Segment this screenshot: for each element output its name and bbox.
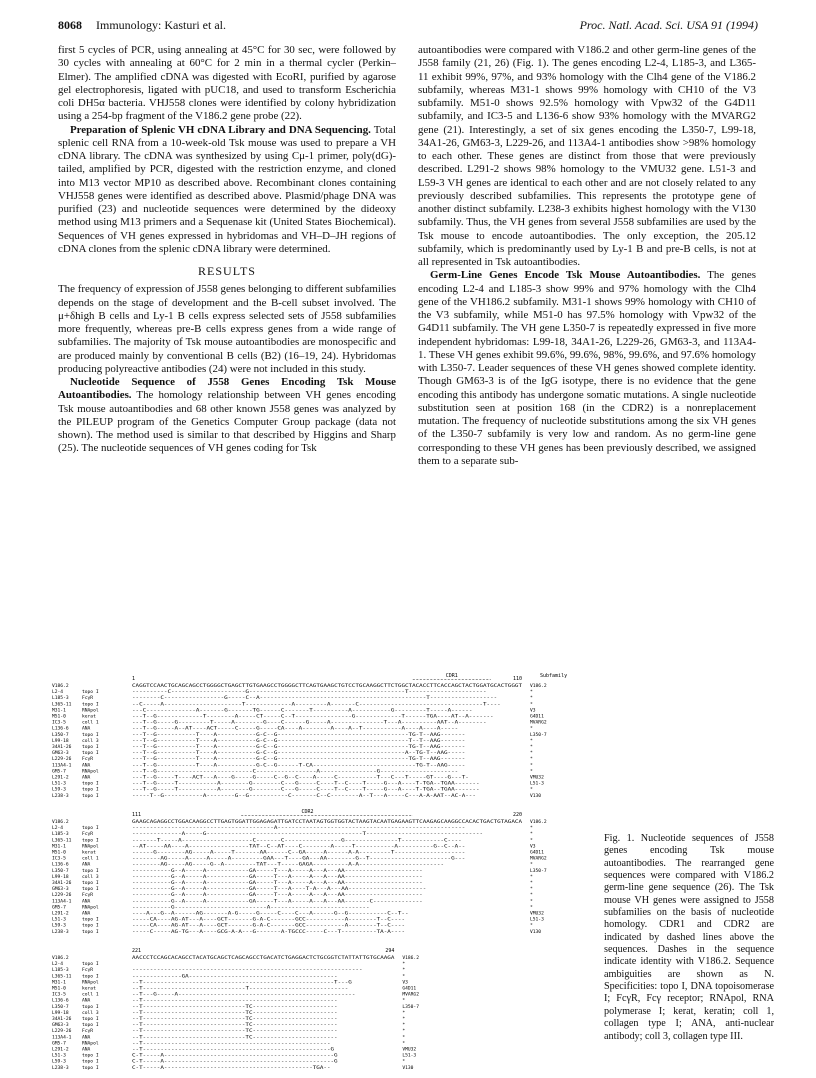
aligned-sequence: --T-------------------------------------------------------	[132, 998, 293, 1004]
aligned-sequence: C-T-----A------------------------------------------------G	[132, 1053, 293, 1059]
clone-name: L185-3	[52, 696, 69, 702]
specificity-label: ANA	[82, 775, 91, 781]
specificity-label: FcγR	[82, 696, 94, 702]
aligned-sequence: -----CA----AG-AT---A----GCT-------G-A-C-------GCC-----------A--------T--C----	[132, 923, 345, 929]
subfamily-label: *	[530, 763, 533, 769]
specificity-label: FcγR	[82, 1029, 94, 1035]
subfamily-label: *	[530, 923, 533, 929]
aligned-sequence: -----C-----AG-TG---A----GCG-A-A---G-------A-TGCCC-----C---T----------TA-A----	[132, 929, 345, 935]
aligned-sequence: ---T--G-----------T----A-----------G-C--G------T-CA-----------------------------TG-T--AAG-----	[132, 763, 392, 769]
clone-name: L51-3	[52, 1053, 66, 1059]
specificity-label: RNApol	[82, 905, 99, 911]
specificity-label: ANA	[82, 911, 91, 917]
running-header	[58, 18, 758, 36]
subfamily-label: L51-3	[530, 781, 544, 787]
subfamily-label: G4D11	[530, 714, 544, 720]
nucleotide-text: The homology relationship between VH genes encoding Tsk mouse autoantibodies and 68 other known J558 genes was analyzed by the PILEUP program of the Genetics Computer Group package (data not shown). The method used is similar to that described by Higgins and Sharp (25). The nucleotide sequences of VH genes coding for Tsk	[58, 389, 396, 455]
clone-name: 34A1-26	[52, 1017, 72, 1022]
specificity-label: topo I	[82, 881, 99, 886]
specificity-label: topo I	[82, 838, 99, 844]
aligned-sequence: -----T--G-----------A--------G--G-----------C-------C--C--------A--T---A-----C---A-A-AAT--AC-A---	[132, 793, 401, 799]
subfamily-label: *	[530, 881, 533, 886]
clone-name: 113A4-1	[52, 899, 72, 905]
subfamily-label: *	[530, 832, 533, 838]
clone-name: L99-18	[52, 874, 69, 880]
germline-text: The genes encoding L2-4 and L185-3 show 99% and 97% homology with the Clh4 gene of the VH186.2 subfamily. M31-1 shows 99% homology with CH10 of the V3 subfamily, while M51-0 has 97.5% homology with Vpw32 of the G4D11 subfamily. The VH gene L350-7 is repeatedly expressed in five more independent hybridomas: L99-18, 34A1-26, L229-26, GM63-3, and 113A4-1. These VH genes exhibit 99.6%, 99.6%, 98%, 99.6%, and 97.6% homology with L350-7. Leader sequences of these VH genes showed complete identity. Though GM63-3 is of the IgG isotype, there is no evidence that the gene encoding this antibody has undergone somatic mutations. A single nucleotide substitution seen at position 168 (in the CDR2) is a nonreplacement mutation. The frequency of nucleotide substitutions among the six VH genes of the L350-7 subfamily is very low and random. As no germ-line gene corresponding to these VH genes has been previously described, we assigned them to a separate sub-	[418, 269, 756, 467]
subfamily-label: *	[402, 974, 406, 980]
aligned-sequence: C-T-----A------------------------------------------TGA--	[132, 1065, 287, 1071]
prep-paragraph	[58, 124, 396, 257]
specificity-label: topo I	[82, 745, 99, 750]
subfamily-label: VMU32	[530, 911, 544, 917]
aligned-sequence: --------C-----------------G-----C--A-----------------------------------------------T-------------------	[132, 696, 417, 702]
aligned-sequence: --T-----------------------------TC------------------------	[132, 1010, 293, 1016]
clone-name: V186.2	[52, 956, 69, 961]
clone-name: L99-18	[52, 1010, 69, 1016]
clone-name: L99-18	[52, 738, 69, 744]
clone-name: IC3-5	[52, 992, 66, 998]
aligned-sequence: --T-----------------------------TC------------------------	[132, 1004, 293, 1010]
clone-name: L185-3	[52, 968, 69, 974]
subfamily-label: MVARG2	[530, 720, 547, 726]
aligned-sequence: --T-----------------------------T----------------------------	[132, 986, 301, 992]
specificity-label: RNApol	[82, 769, 99, 775]
clone-name: L51-3	[52, 917, 66, 923]
clone-name: L229-26	[52, 757, 72, 763]
specificity-label: RNApol	[82, 708, 99, 714]
results-heading: RESULTS	[198, 264, 256, 278]
subfamily-label: L51-3	[530, 917, 544, 923]
aligned-sequence: C-T-----A------------------------------------------------G	[132, 1059, 293, 1065]
specificity-label: ANA	[82, 899, 91, 905]
subfamily-label: *	[530, 738, 533, 744]
specificity-label: topo I	[82, 1059, 99, 1065]
aligned-sequence: ------G--------AG-----A-----T-------AA------C--GA-----A------A-A---------T--------------------	[132, 850, 392, 856]
specificity-label: coll 1	[82, 992, 99, 998]
aligned-sequence: ---C--------------A-------G-------TG------C-------T----------A-----------G---------T-----A------	[132, 708, 398, 714]
subfamily-label: V186.2	[402, 956, 419, 961]
clone-name: GM5-7	[52, 769, 66, 775]
range-end-label: 220	[512, 812, 522, 818]
subfamily-label: L350-7	[530, 732, 547, 738]
clone-name: L136-6	[52, 862, 69, 868]
right-column	[418, 44, 756, 468]
specificity-label: coll 1	[82, 720, 99, 726]
clone-name: L59-3	[52, 923, 66, 929]
aligned-sequence: --T-----------------------------TC------------------------	[132, 1023, 293, 1029]
aligned-sequence: -----------G--A-----A------------GA-----T---A-----A---A---AA----------------------	[132, 881, 359, 886]
germline-paragraph	[418, 269, 756, 468]
clone-name: V186.2	[52, 684, 69, 689]
journal-citation: Proc. Natl. Acad. Sci. USA 91 (1994)	[579, 18, 758, 32]
specificity-label: ANA	[82, 998, 91, 1004]
clone-name: L2-4	[52, 826, 64, 832]
figure-caption: Fig. 1. Nucleotide sequences of J558 genes encoding Tsk mouse autoantibodies. The rearranged gene sequences were compared with V186.2 germ-line gene sequence (26). The Tsk mouse VH genes were assigned to J558 subfamilies on the basis of nucleotide homology. CDR1 and CDR2 are indicated by dashed lines above the sequences. Dashes in the sequence indicate identity with V186.2. Sequence ambiguities are shown as N. Specificities: topo I, DNA topoisomerase I; FcγR, Fcγ receptor; RNApol, RNA polymerase I; kerat, keratin; coll 1, collagen type I; ANA, anti-nuclear antibody; coll 3, collagen type III.	[604, 833, 774, 1042]
aligned-sequence: -----------G--A-----A------------GA-----T---A-----A---A---AA----------------------	[132, 868, 359, 874]
range-start-label: 111	[132, 812, 142, 818]
clone-name: L229-26	[52, 1029, 72, 1035]
subfamily-label: MVARG2	[530, 856, 547, 862]
specificity-label: topo I	[82, 702, 99, 708]
clone-name: L291-2	[52, 1047, 69, 1053]
clone-name: L229-26	[52, 893, 72, 899]
subfamily-label: L350-7	[530, 868, 547, 874]
subfamily-label: V130	[530, 929, 542, 935]
aligned-sequence: --T-----------------------------------------------------G	[132, 1047, 290, 1053]
subfamily-label: V3	[402, 980, 408, 986]
subfamily-label: *	[530, 787, 533, 793]
specificity-label: FcγR	[82, 968, 94, 974]
clone-name: GM63-3	[52, 887, 69, 893]
aligned-sequence: -----------G--A-----A------------GA-----T---A-----A---A---AA----------------------	[132, 893, 359, 899]
clone-name: L291-2	[52, 911, 69, 917]
subfamily-label: *	[402, 1017, 406, 1022]
subfamily-label: *	[402, 998, 406, 1004]
subfamily-label: *	[402, 1059, 406, 1065]
clone-name: L365-11	[52, 974, 72, 980]
page-number: 8068	[58, 18, 82, 32]
specificity-label: topo I	[82, 887, 99, 893]
clone-name: L59-3	[52, 1059, 66, 1065]
subfamily-label: *	[530, 690, 533, 696]
subfamily-label: *	[530, 893, 533, 899]
specificity-label: topo I	[82, 917, 99, 923]
range-end-label: 110	[512, 676, 522, 682]
aligned-sequence: --T-----------------------------TC------------------------	[132, 1017, 293, 1022]
subfamily-label: *	[530, 838, 533, 844]
aligned-sequence: --T---G-----A--------------------------------------------------	[132, 992, 307, 998]
specificity-label: topo I	[82, 929, 99, 935]
specificity-label: kerat	[82, 714, 96, 720]
subfamily-label: *	[530, 874, 533, 880]
aligned-sequence: --T-----------------------------------------------------	[132, 1041, 287, 1047]
clone-name: M31-1	[52, 980, 66, 986]
specificity-label: FcγR	[82, 832, 94, 838]
specificity-label: coll 3	[82, 874, 99, 880]
subfamily-label: *	[530, 887, 533, 893]
aligned-sequence: ---T--G-----------T----A-----------G-C--G-------------------------------------T--T--AAG-------	[132, 738, 392, 744]
range-start-label: 1	[132, 676, 136, 682]
specificity-label: topo I	[82, 974, 99, 980]
cdr-label: CDR1	[445, 673, 458, 679]
subfamily-label: MVARG2	[402, 992, 419, 998]
subfamily-label: V130	[530, 793, 542, 799]
specificity-label: ANA	[82, 763, 91, 769]
specificity-label: RNApol	[82, 844, 99, 850]
specificity-label: topo I	[82, 1017, 99, 1022]
aligned-sequence: --------------GA------------------------------------------	[132, 974, 293, 980]
subfamily-label: *	[530, 751, 533, 757]
clone-name: L291-2	[52, 775, 69, 781]
nucleotide-paragraph	[58, 376, 396, 456]
clone-name: L185-3	[52, 832, 69, 838]
subfamily-label: *	[402, 1035, 406, 1041]
germline-heading: Germ-Line Genes Encode Tsk Mouse Autoantibodies.	[430, 269, 701, 282]
aligned-sequence: -----------G--A-----A------------GA-----T---A----T-A---A---AA----------------------	[132, 887, 362, 893]
aligned-sequence: ----------------------------------------A-----------------------------------------------------	[132, 826, 392, 832]
specificity-label: coll 3	[82, 738, 99, 744]
specificity-label: FcγR	[82, 893, 94, 899]
specificity-label: RNApol	[82, 980, 99, 986]
aligned-sequence: --C-----A----------------------T-------------A---------A-------C-----------------------------------T----	[132, 702, 420, 708]
clone-name: 34A1-26	[52, 881, 72, 886]
aligned-sequence: ---T--G-----T-----------A--------G--------C---G-----C----T--C----T-----G---A----T-TGA--TGAA-------	[132, 787, 404, 793]
subfamily-label: V186.2	[530, 820, 547, 825]
aligned-sequence: --AT-----AA----A-----------------TAT--C--AT----C--------A-----T-----------A----------G--C--A--	[132, 844, 392, 850]
aligned-sequence: ---T--G-----A--AT----ACT-----C-----G-----CA----A--------A----A--T-----------A----A----A-----	[132, 726, 387, 732]
clone-name: GM5-7	[52, 905, 66, 911]
clone-name: L238-3	[52, 793, 69, 799]
nucleotide-heading: Nucleotide Sequence of J558 Genes Encoding Tsk Mouse Autoantibodies.	[58, 376, 396, 402]
subfamily-label: *	[402, 1010, 406, 1016]
specificity-label: topo I	[82, 732, 99, 738]
specificity-label: ANA	[82, 726, 91, 732]
aligned-sequence: --T-----------------------------TC------------------------	[132, 1029, 293, 1035]
specificity-label: topo I	[82, 781, 99, 787]
subfamily-label: V3	[530, 844, 536, 850]
specificity-label: topo I	[82, 1053, 99, 1059]
clone-name: L51-3	[52, 781, 66, 787]
aligned-sequence: -----------G--A-----A------------GA-----T---A-----A---A---AA-------C--------------	[132, 899, 359, 905]
subfamily-label: *	[530, 696, 533, 702]
reference-sequence: GAAGCAGAGGCCTGGACAAGGCCTTGAGTGGATTGGAGAGATTGATCCTAATAGTGGTGGTACTAAGTACAATGAGAAGTTCAAGAGCAAGGCCACACTGACTGTAGACA	[132, 820, 437, 825]
clone-name: L350-7	[52, 732, 69, 738]
aligned-sequence: -----------G--A-----A------------GA-----T---A-----A---A---AA----------------------	[132, 874, 359, 880]
clone-name: V186.2	[52, 820, 69, 825]
specificity-label: topo I	[82, 923, 99, 929]
subfamily-label: V186.2	[530, 684, 547, 689]
specificity-label: topo I	[82, 751, 99, 757]
homology-paragraph: autoantibodies were compared with V186.2 and other germ-line genes of the J558 family (21, 26) (Fig. 1). The genes encoding L2-4, L185-3, and L365-11 exhibit 99%, 97%, and 93% homology with the Clh4 gene of the V186.2 subfamily, whereas M31-1 shows 99% homology with CH10 of the V3 subfamily. M51-0 shows 92.5% homology with Vpw32 of the G4D11 subfamily, and IC3-5 and L136-6 show 93% homology with the MVARG2 gene (21). Interestingly, a set of six genes encoding the L350-7, L99-18, 34A1-26, GM63-3, L229-26, and 113A4-1 antibodies show >98% homology to each other. These genes are distinct from those that were previously described. L291-2 shows 98% homology to the VMU32 gene. L51-3 and L59-3 VH genes are identical to each other and are not closely related to any previously described subfamilies. This represents the prototype gene of another distinct subfamily. L238-3 exhibits highest homology with the V130 subfamily. Thus, the VH genes from several J558 subfamilies are used by the Tsk mouse to encode autoantibodies. The only exception, the 205.12 subfamily, which is predominantly used by Ly-1 B and pre-B cells, is not at all represented in Tsk autoantibodies.	[418, 44, 756, 268]
subfamily-label: *	[530, 745, 533, 750]
clone-name: 113A4-1	[52, 763, 72, 769]
clone-name: M31-1	[52, 708, 66, 714]
aligned-sequence: ----------C---------------------G--------------------------------------------T----------------------	[132, 690, 409, 696]
subfamily-label: *	[530, 757, 533, 763]
subfamily-label: VMU32	[530, 775, 544, 781]
clone-name: L350-7	[52, 1004, 69, 1010]
clone-name: L350-7	[52, 868, 69, 874]
subfamily-label: *	[530, 905, 533, 911]
aligned-sequence: --T-----------------------------TC------------------------	[132, 1035, 293, 1041]
aligned-sequence: --------------A-----G--------------------------------------------T---------------------------------	[132, 832, 406, 838]
subfamily-label: *	[530, 862, 533, 868]
specificity-label: topo I	[82, 1004, 99, 1010]
aligned-sequence: -----CA----AG-AT---A----GCT-------G-A-C-------GCC-----------A--------T--C----	[132, 917, 345, 923]
specificity-label: topo I	[82, 787, 99, 793]
subfamily-label: L51-3	[402, 1053, 417, 1059]
specificity-label: ANA	[82, 1035, 91, 1041]
clone-name: L2-4	[52, 690, 64, 696]
specificity-label: RNApol	[82, 1041, 99, 1047]
specificity-label: topo I	[82, 868, 99, 874]
clone-name: IC3-5	[52, 856, 66, 862]
subfamily-label: V130	[402, 1065, 414, 1071]
clone-name: M51-0	[52, 986, 66, 992]
subfamily-label: G4D11	[402, 986, 417, 992]
aligned-sequence: ---T--G-----------T----A-----------G-C--G------------------------------------A--TG-T--AAG-----	[132, 751, 392, 757]
range-end-label: 294	[385, 948, 395, 954]
specificity-label: topo I	[82, 1023, 99, 1029]
clone-name: L2-4	[52, 962, 64, 968]
subfamily-label: *	[530, 726, 533, 732]
subfamily-label: *	[402, 962, 406, 968]
specificity-label: topo I	[82, 793, 99, 799]
specificity-label: FcγR	[82, 757, 94, 763]
clone-name: L238-3	[52, 929, 69, 935]
specificity-label: topo I	[82, 690, 99, 696]
subfamily-label: *	[530, 769, 533, 775]
specificity-label: ANA	[82, 862, 91, 868]
aligned-sequence: ----A---G--A------AG-------A-G-----G-----C----C---A------G--G-----------C--T--	[132, 911, 348, 917]
aligned-sequence: ---T--G---------------------------C-----------------A----------------G----------------------	[132, 769, 387, 775]
range-start-label: 221	[132, 948, 142, 954]
clone-name: GM63-3	[52, 751, 69, 757]
aligned-sequence: ---T--G-----T-----------A--------G--------C---G-----C----T--C----T-----G---A----T-TGA--TGAA-------	[132, 781, 404, 787]
subfamily-label: *	[402, 1029, 406, 1035]
aligned-sequence: ---T--G-----------T----A-----------G-C--G-------------------------------------TG-T--AAG-------	[132, 732, 392, 738]
left-column	[58, 44, 396, 456]
methods-paragraph: first 5 cycles of PCR, using annealing at 45°C for 30 sec, were followed by 30 cycles with annealing at 60°C for 2 min in a thermal cycler (Perkin–Elmer). The amplified cDNA was digested with EcoRI, purified by agarose gel electrophoresis, ligated with pUC18, and used to transform Escherichia coli DH5α bacteria. VHJ558 clones were identified by colony hybridization using a 254-bp fragment of the V186.2 gene probe (22).	[58, 44, 396, 123]
results-paragraph: The frequency of expression of J558 genes belonging to different subfamilies depends on the stage of development and the B-cell subset involved. The μ+δhigh B cells and Ly-1 B cells express selected sets of J558 subfamilies more frequently, whereas pre-B cells express genes from a wide range of subfamilies. The majority of Tsk mouse autoantibodies are monospecific and are produced mainly by conventional B cells (B2) (16–19, 24). Hybridomas producing polyreactive antibodies (24) were not included in this study.	[58, 283, 396, 375]
aligned-sequence: --------AG-----A-----A-----A---------GAA---T----GA---AA--------G--T-----------------------G---	[132, 856, 392, 862]
subfamily-label: VMU32	[402, 1047, 417, 1053]
clone-name: M51-0	[52, 714, 66, 720]
clone-name: IC3-5	[52, 720, 66, 726]
clone-name: 34A1-26	[52, 745, 72, 750]
specificity-label: coll 1	[82, 856, 99, 862]
prep-text: Total splenic cell RNA from a 10-week-old Tsk mouse was used to prepare a VH cDNA library. The cDNA was synthesized by using Cμ-1 primer, poly(dG)-tailed, amplified by PCR, digested with the restriction enzyme, and cloned into M13 vector MP10 as described above. Recombinant clones containing VHJ558 genes were identified as described above. Plasmid/phage DNA was purified (23) and nucleotide sequences were determined by the dideoxy method using M13 primers and a Sequenase kit (United States Biochemical). Sequences of VH genes expressed in hybridomas and VH–D–JH regions of cDNA clones from the splenic cDNA library were determined.	[58, 123, 396, 255]
subfamily-label: *	[402, 1041, 406, 1047]
aligned-sequence: ---T--G-----------T----A-----------G-C--G-------------------------------------TG-T--AAG-------	[132, 757, 392, 763]
reference-sequence: CAGGTCCAACTGCAGCAGCCTGGGGCTGAGCTTGTGAAGCCTGGGGCTTCAGTGAAGCTGTCCTGCAAGGCTTCTGGCTACACCTTCACCAGCTACTGGATGCACTGGGT	[132, 684, 437, 689]
specificity-label: kerat	[82, 850, 96, 856]
subfamily-label: *	[402, 1023, 406, 1029]
clone-name: L238-3	[52, 1065, 69, 1071]
aligned-sequence: ---T--G-------------T--------A-----CT-----C--T----------------G-------------T------TGA----AT--A-------	[132, 714, 415, 720]
subfamily-label: G4D11	[530, 850, 544, 856]
specificity-label: coll 3	[82, 1010, 99, 1016]
specificity-label: topo I	[82, 962, 99, 968]
subfamily-label: L350-7	[402, 1004, 419, 1010]
aligned-sequence: --------AG-----AG-----G--A---------TAT---T-----GAGA----------A-A------------------------	[132, 862, 376, 868]
clone-name: L365-11	[52, 838, 72, 844]
subfamily-label: *	[530, 826, 533, 832]
cdr-label: CDR2	[301, 809, 314, 815]
clone-name: 113A4-1	[52, 1035, 72, 1041]
aligned-sequence: -------T-----A--------------------C-------C----------------G---------------T------------C----	[132, 838, 390, 844]
aligned-sequence: -----------G--------------------------A----------------------------	[132, 905, 318, 911]
specificity-label: kerat	[82, 986, 96, 992]
clone-name: L136-6	[52, 998, 69, 1004]
aligned-sequence: ---T--G-----------T----A-----------G-C--G-------------------------------------TG-T--AAG-------	[132, 745, 392, 750]
clone-name: M51-0	[52, 850, 66, 856]
section-title: Immunology: Kasturi et al.	[96, 18, 226, 32]
aligned-sequence: -----------------------------------------------------------------	[132, 968, 363, 974]
prep-heading: Preparation of Splenic VH cDNA Library and DNA Sequencing.	[70, 123, 371, 136]
subfamily-label: V3	[530, 708, 536, 714]
aligned-sequence: ---T--G-----G---------T-----A--------G----C------G-----A---------------T---A----------AAT--A--------	[132, 720, 409, 726]
clone-name: L365-11	[52, 702, 72, 708]
clone-name: GM5-7	[52, 1041, 66, 1047]
alignment-svg	[52, 672, 592, 1071]
specificity-label: topo I	[82, 1065, 99, 1071]
clone-name: M31-1	[52, 844, 66, 850]
aligned-sequence: ---T--G-----T----ACT---A----G-----G-----C--G--C----A-----C-----------T---C---T-----GT----G---T-	[132, 775, 395, 781]
subfamily-label: *	[402, 968, 406, 974]
clone-name: GM63-3	[52, 1023, 69, 1029]
sequence-alignment-figure	[52, 672, 592, 1071]
subfamily-label: *	[530, 702, 533, 708]
subfamily-header: Subfamily	[540, 673, 568, 679]
subfamily-label: *	[530, 899, 533, 905]
reference-sequence: AACCCTCCAGCACAGCCTACATGCAGCTCAGCAGCCTGACATCTGAGGACTCTGCGGTCTATTATTGTGCAAGA	[132, 956, 337, 961]
specificity-label: topo I	[82, 826, 99, 832]
aligned-sequence: --T------------------------------------------------------T---G	[132, 980, 304, 986]
clone-name: L136-6	[52, 726, 69, 732]
specificity-label: ANA	[82, 1047, 91, 1053]
clone-name: L59-3	[52, 787, 66, 793]
